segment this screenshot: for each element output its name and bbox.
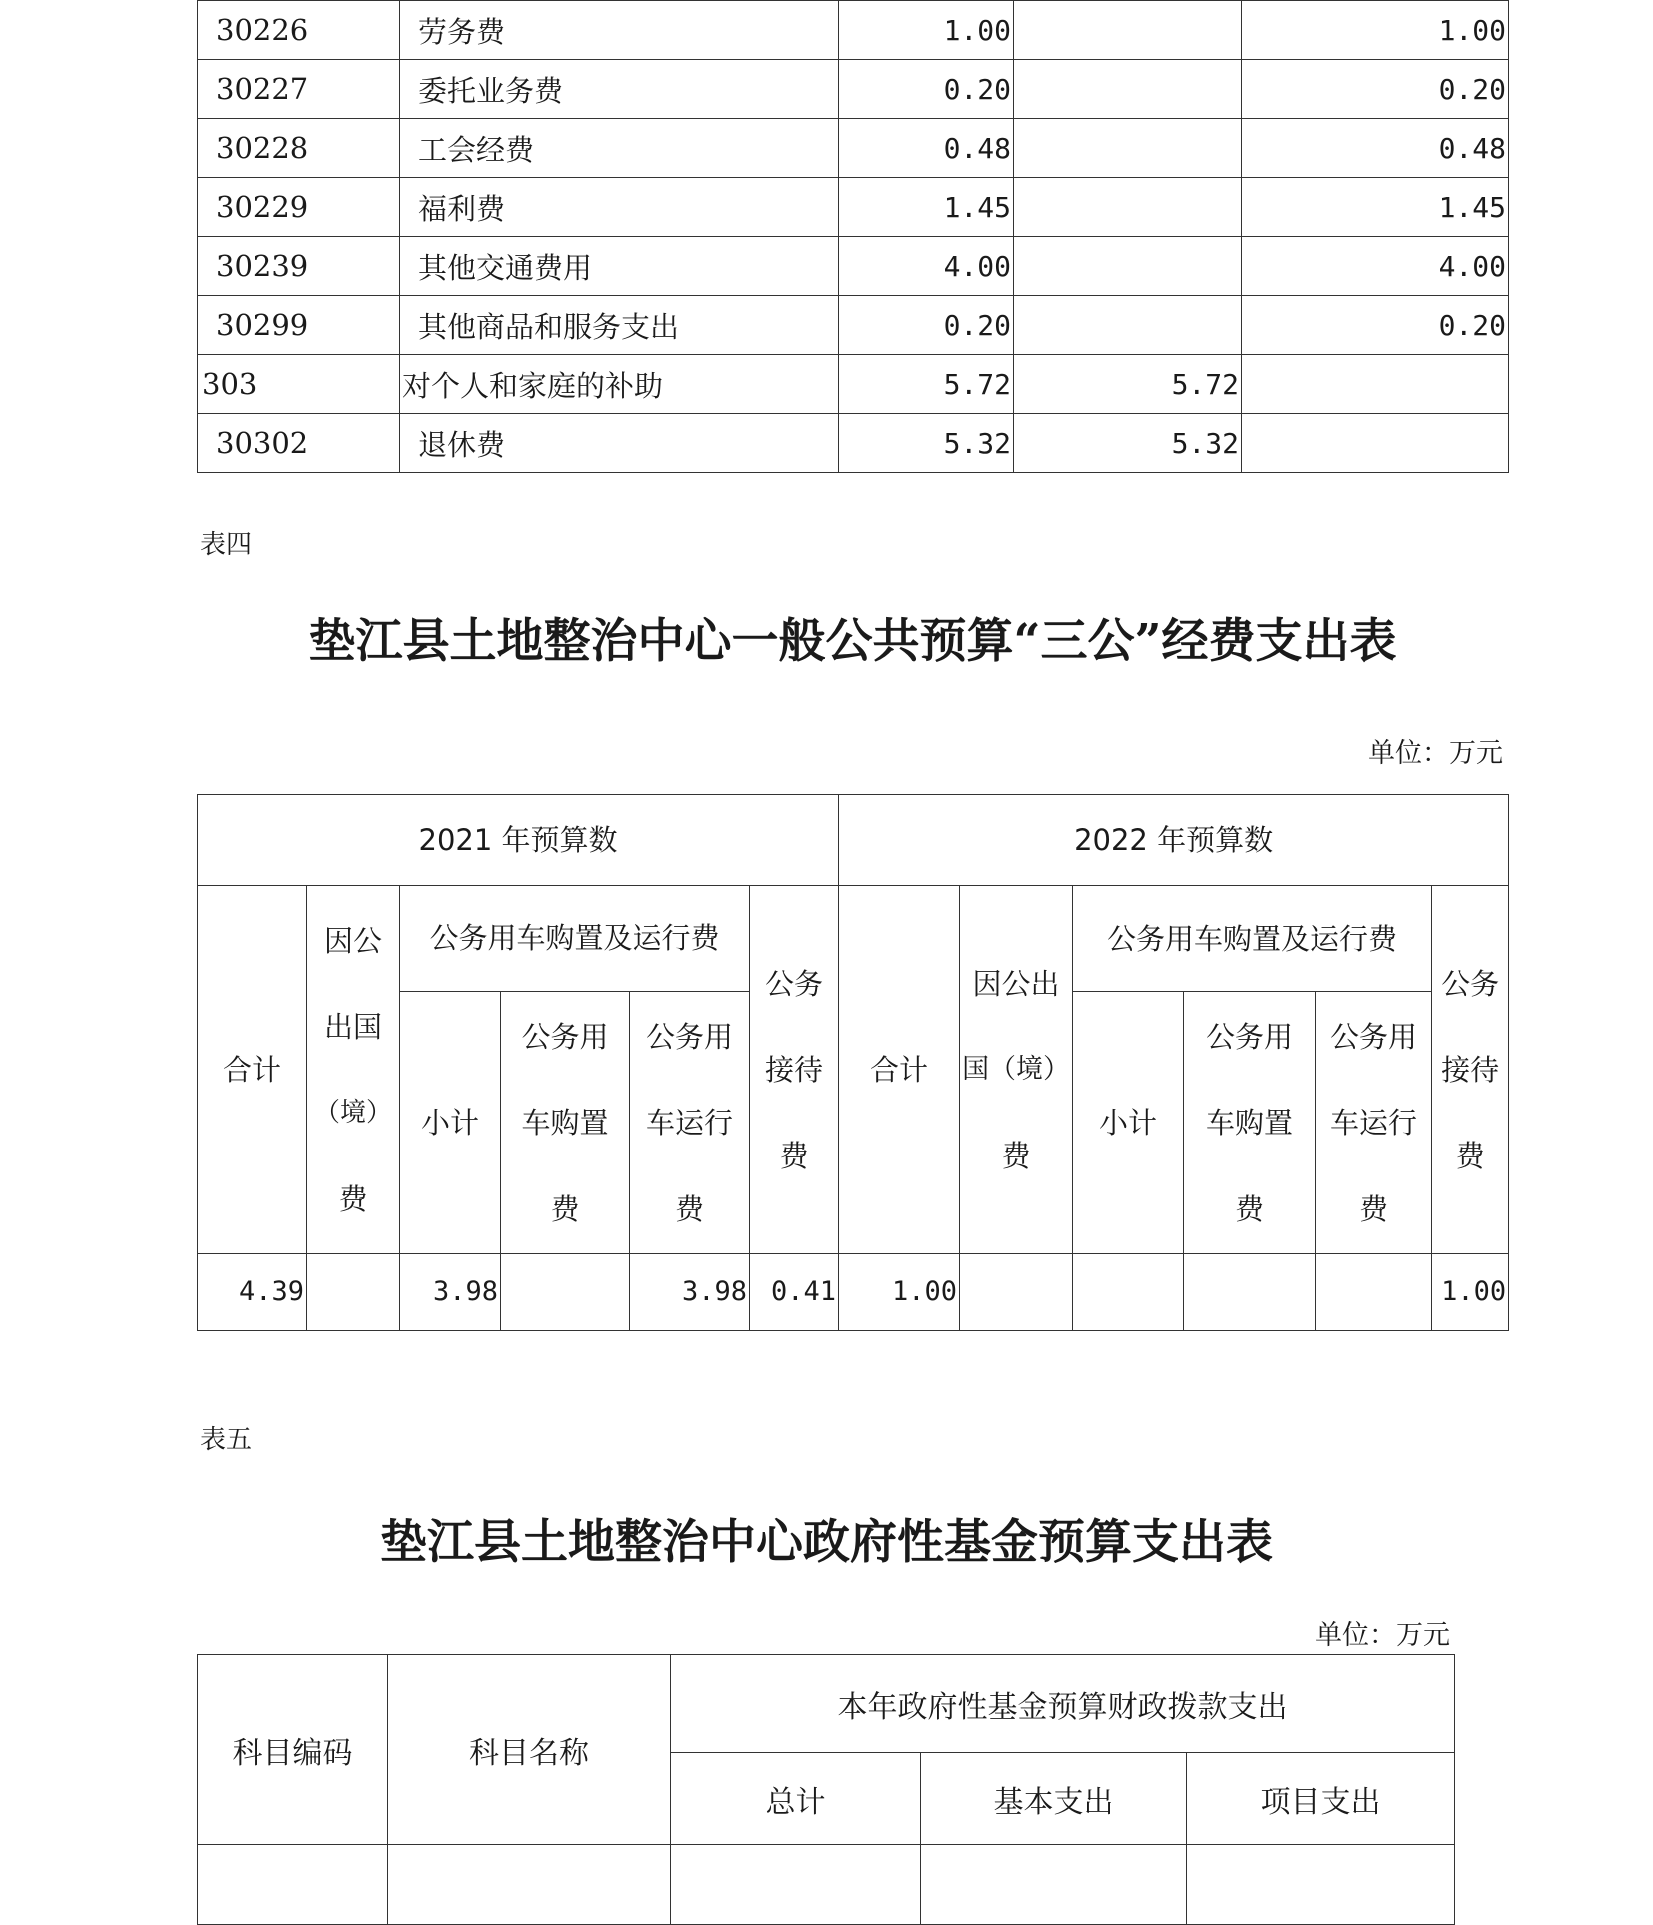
- empty-cell: [1187, 1845, 1455, 1925]
- table4-label: 表四: [200, 530, 253, 560]
- header-2021: 2021 年预算数: [198, 795, 839, 886]
- project-cell: [1242, 414, 1509, 473]
- table-row: [198, 237, 1509, 296]
- table4-unit: 单位：万元: [1368, 738, 1503, 769]
- table4-title: 垫江县土地整治中心一般公共预算“三公”经费支出表: [308, 614, 1397, 669]
- account-name-cell: 对个人和家庭的补助: [400, 355, 839, 414]
- project-cell: 0.48: [1242, 119, 1509, 178]
- three-public-expenses-table: [197, 794, 1509, 1331]
- account-name-cell: 退休费: [400, 414, 839, 473]
- value-cell: [1073, 1254, 1184, 1331]
- project-cell: 1.45: [1242, 178, 1509, 237]
- header-abroad-2021-line2: 出国: [323, 1009, 382, 1044]
- header-operation-2021-line1: 公务用: [645, 1019, 733, 1054]
- account-name-cell: 工会经费: [400, 119, 839, 178]
- account-code-cell: 30227: [198, 60, 400, 119]
- header-abroad-2022-line1: 因公出: [972, 966, 1060, 1001]
- account-code-cell: 30226: [198, 1, 400, 60]
- header-reception-2021-line1: 公务: [765, 966, 824, 1001]
- header-purchase-2022: [1184, 992, 1316, 1254]
- header-abroad-2021-line1: 因公: [323, 923, 382, 958]
- table-row: [198, 1845, 1455, 1925]
- table-row: [198, 355, 1509, 414]
- account-code-cell: 30228: [198, 119, 400, 178]
- header-reception-2021: [750, 886, 839, 1254]
- project-cell: [1242, 355, 1509, 414]
- value-cell: [1184, 1254, 1316, 1331]
- header-operation-2022-line1: 公务用: [1330, 1019, 1418, 1054]
- account-code-cell: 30239: [198, 237, 400, 296]
- header-subtotal-2022: 小计: [1073, 992, 1184, 1254]
- header-vehicle-2021: 公务用车购置及运行费: [400, 886, 750, 992]
- project-cell: 4.00: [1242, 237, 1509, 296]
- header-basic: 基本支出: [921, 1753, 1187, 1845]
- header-abroad-2022-line3: 费: [1001, 1138, 1031, 1173]
- header-reception-2022-line2: 接待: [1441, 1052, 1500, 1087]
- header-purchase-2021: [501, 992, 630, 1254]
- value-cell: 3.98: [630, 1254, 750, 1331]
- value-cell: 1.00: [839, 1254, 960, 1331]
- account-code-cell: 303: [198, 355, 400, 414]
- table-row: [198, 60, 1509, 119]
- account-code-cell: 30299: [198, 296, 400, 355]
- header-2022: 2022 年预算数: [839, 795, 1509, 886]
- header-vehicle-2022: 公务用车购置及运行费: [1073, 886, 1432, 992]
- basic-cell: 5.32: [1014, 414, 1242, 473]
- value-cell: [501, 1254, 630, 1331]
- total-cell: 0.48: [839, 119, 1014, 178]
- header-project: 项目支出: [1187, 1753, 1455, 1845]
- value-cell: 1.00: [1432, 1254, 1509, 1331]
- header-abroad-2021-line3: （境）: [313, 1097, 392, 1128]
- total-cell: 5.72: [839, 355, 1014, 414]
- total-cell: 5.32: [839, 414, 1014, 473]
- basic-cell: [1014, 296, 1242, 355]
- header-purchase-2021-line3: 费: [550, 1191, 580, 1226]
- header-reception-2021-line3: 费: [779, 1138, 809, 1173]
- header-name: 科目名称: [388, 1655, 671, 1845]
- header-operation-2022-line2: 车运行: [1330, 1105, 1418, 1140]
- header-operation-2021-line3: 费: [674, 1191, 704, 1226]
- total-cell: 0.20: [839, 296, 1014, 355]
- total-cell: 0.20: [839, 60, 1014, 119]
- basic-cell: [1014, 1, 1242, 60]
- value-cell: 0.41: [750, 1254, 839, 1331]
- header-subtotal-2021: 小计: [400, 992, 501, 1254]
- header-purchase-2022-line1: 公务用: [1206, 1019, 1294, 1054]
- account-code-cell: 30302: [198, 414, 400, 473]
- header-purchase-2022-line2: 车购置: [1206, 1105, 1294, 1140]
- header-group: 本年政府性基金预算财政拨款支出: [671, 1655, 1455, 1753]
- basic-cell: [1014, 178, 1242, 237]
- project-cell: 1.00: [1242, 1, 1509, 60]
- project-cell: 0.20: [1242, 60, 1509, 119]
- header-operation-2021: [630, 992, 750, 1254]
- value-cell: [1316, 1254, 1432, 1331]
- basic-cell: 5.72: [1014, 355, 1242, 414]
- total-cell: 4.00: [839, 237, 1014, 296]
- total-cell: 1.45: [839, 178, 1014, 237]
- account-name-cell: 劳务费: [400, 1, 839, 60]
- basic-cell: [1014, 60, 1242, 119]
- header-purchase-2021-line1: 公务用: [521, 1019, 609, 1054]
- table-row: [198, 178, 1509, 237]
- table5-title: 垫江县土地整治中心政府性基金预算支出表: [380, 1515, 1273, 1570]
- header-reception-2022-line1: 公务: [1441, 966, 1500, 1001]
- table-row: [198, 296, 1509, 355]
- header-abroad-2021: [307, 886, 400, 1254]
- header-purchase-2022-line3: 费: [1235, 1191, 1265, 1226]
- header-abroad-2022: [960, 886, 1073, 1254]
- header-reception-2022: [1432, 886, 1509, 1254]
- basic-cell: [1014, 119, 1242, 178]
- total-cell: 1.00: [839, 1, 1014, 60]
- header-abroad-2021-line4: 费: [338, 1181, 368, 1216]
- value-cell: 3.98: [400, 1254, 501, 1331]
- value-cell: [960, 1254, 1073, 1331]
- table3-continuation: [197, 0, 1509, 473]
- header-reception-2021-line2: 接待: [765, 1052, 824, 1087]
- table5-unit: 单位：万元: [1315, 1620, 1450, 1651]
- header-reception-2022-line3: 费: [1455, 1138, 1485, 1173]
- header-operation-2021-line2: 车运行: [645, 1105, 733, 1140]
- account-name-cell: 其他交通费用: [400, 237, 839, 296]
- header-total-2022: 合计: [839, 886, 960, 1254]
- header-code: 科目编码: [198, 1655, 388, 1845]
- table-row: [198, 414, 1509, 473]
- header-total: 总计: [671, 1753, 921, 1845]
- empty-cell: [198, 1845, 388, 1925]
- value-cell: 4.39: [198, 1254, 307, 1331]
- account-name-cell: 其他商品和服务支出: [400, 296, 839, 355]
- header-purchase-2021-line2: 车购置: [521, 1105, 609, 1140]
- basic-cell: [1014, 237, 1242, 296]
- table-row: [198, 1254, 1509, 1331]
- header-operation-2022: [1316, 992, 1432, 1254]
- table5-label: 表五: [200, 1425, 253, 1455]
- value-cell: [307, 1254, 400, 1331]
- header-total-2021: 合计: [198, 886, 307, 1254]
- gov-fund-expenditure-table: [197, 1654, 1455, 1925]
- empty-cell: [921, 1845, 1187, 1925]
- table-row: [198, 119, 1509, 178]
- empty-cell: [671, 1845, 921, 1925]
- account-name-cell: 委托业务费: [400, 60, 839, 119]
- header-operation-2022-line3: 费: [1359, 1191, 1389, 1226]
- header-abroad-2022-line2: 国（境）: [962, 1053, 1071, 1085]
- account-name-cell: 福利费: [400, 178, 839, 237]
- empty-cell: [388, 1845, 671, 1925]
- project-cell: 0.20: [1242, 296, 1509, 355]
- table-row: [198, 1, 1509, 60]
- account-code-cell: 30229: [198, 178, 400, 237]
